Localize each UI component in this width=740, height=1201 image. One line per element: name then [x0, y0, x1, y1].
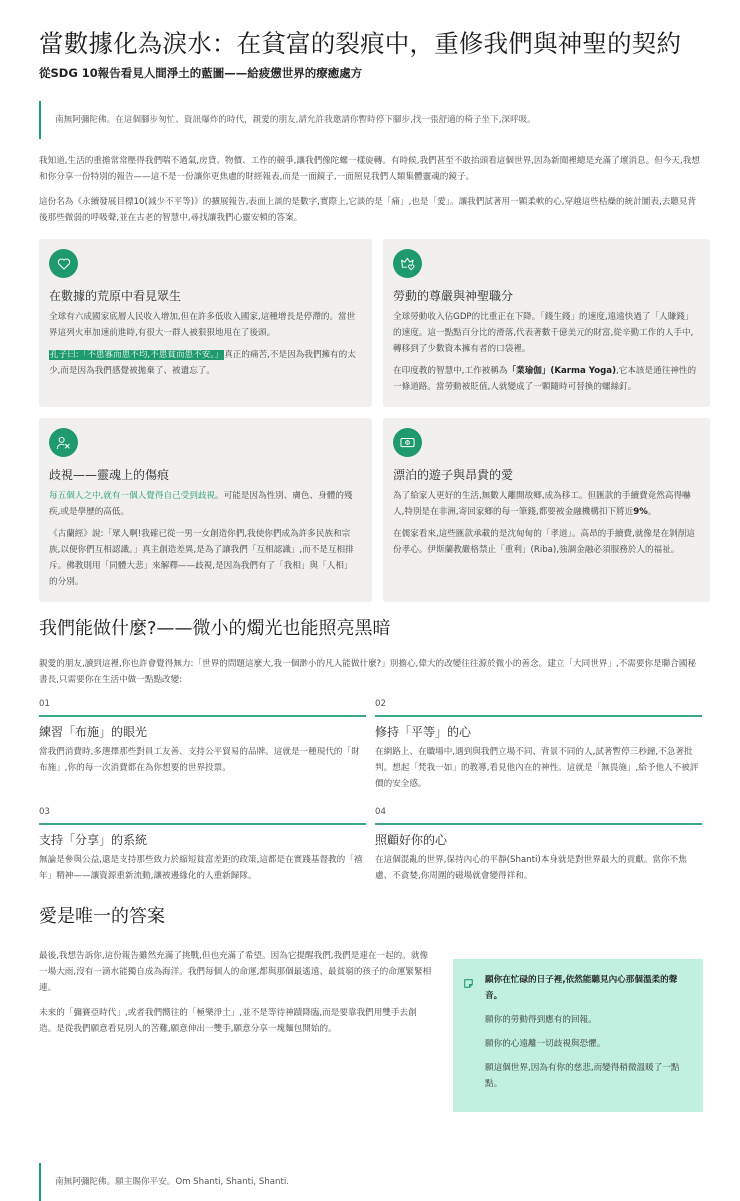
card-text: 每五個人之中,就有一個人覺得自己受到歧視。可能是因為性別、膚色、身體的殘疾,或是學歷的高低。 [49, 491, 353, 517]
card-discrimination [39, 418, 372, 602]
step-text: 在網路上、在職場中,遇到與我們立場不同、背景不同的人,試著暫停三秒鐘,不急著批判。想起「梵我一如」的教導,看見他內在的神性。這就是「無畏施」,給予他人不被評價的安全感。 [375, 747, 699, 789]
section-heading: 愛是唯一的答案 [39, 906, 165, 927]
action-steps [39, 698, 702, 884]
what-can-we-do-section [39, 616, 702, 884]
step-text: 在這個混亂的世界,保持內心的平靜(Shanti)本身就是對世界最大的貢獻。當你不焦慮、不貪婪,你周圍的磁場就會變得祥和。 [375, 855, 687, 881]
love-text [39, 948, 432, 1112]
love-section [39, 904, 702, 1112]
step-number: 01 [39, 698, 366, 717]
step-03 [39, 806, 366, 884]
card-text: 在儒家看來,這些匯款承載的是沈甸甸的「孝道」。高昂的手續費,就像是在剝削這份孝心。伊斯蘭教嚴格禁止「重利」(Riba),強調金融必須服務於人的福祉。 [393, 529, 695, 555]
highlighted-quote: 孔子曰:「不患寡而患不均,不患貧而患不安。」 [50, 350, 224, 360]
card-remittance [383, 418, 710, 602]
love-paragraph-1: 最後,我想告訴你,這份報告雖然充滿了挑戰,但也充滿了希望。因為它提醒我們,我們是連在一起的。就像一場大雨,沒有一滴水能獨自成為海洋。我們每個人的命運,都與那個最遙遠、最貧窮的孩子的命運緊緊相連。 [39, 951, 432, 993]
step-title: 照顧好你的心 [375, 833, 448, 847]
wishes-box [453, 959, 703, 1112]
step-02 [375, 698, 702, 792]
intro-paragraph-1: 我知道,生活的重擔常常壓得我們喘不過氣,房貸、物價、工作的競爭,讓我們像陀螺一樣旋轉。有時候,我們甚至不敢抬頭看這個世界,因為新聞裡總是充滿了壞消息。但今天,我想和你分享一份特別的報告——這不是一份讓你更焦慮的財經報表,而是一面鏡子,一面照見我們人類集體靈魂的鏡子。 [39, 156, 700, 182]
step-text: 無論是參與公益,還是支持那些致力於縮短貧富差距的政策,這都是在實踐基督教的「禧年」精神——讓資源重新流動,讓被邊緣化的人重新歸隊。 [39, 855, 363, 881]
love-paragraph-2: 未來的「彌賽亞時代」,或者我們嚮往的「極樂淨土」,並不是等待神蹟降臨,而是要靠我們用雙手去創造。是從我們願意看見別人的苦難,願意伸出一雙手,願意分享一塊麵包開始的。 [39, 1008, 417, 1034]
step-number: 02 [375, 698, 702, 717]
card-text: 孔子曰:「不患寡而患不均,不患貧而患不安。」真正的痛苦,不是因為我們擁有的太少,而是因為我們感覺被拋棄了、被遺忘了。 [49, 350, 356, 376]
bold-term: 「業瑜伽」(Karma Yoga) [507, 366, 617, 376]
bold-stat: 9% [633, 507, 648, 517]
crown-heart-icon [393, 249, 422, 278]
step-04 [375, 806, 702, 884]
highlighted-stat: 每五個人之中,就有一個人覺得自己受到歧視 [49, 491, 216, 501]
card-labor [383, 239, 710, 407]
wish-item: 願你的心遠離一切歧視與恐懼。 [485, 1039, 606, 1049]
step-title: 練習「布施」的眼光 [39, 725, 148, 739]
card-text: 為了給家人更好的生活,無數人離開故鄉,成為移工。但匯款的手續費竟然高得嚇人,特別是在非洲,寄回家鄉的每一筆錢,都要被金融機構扣下將近9%。 [393, 491, 691, 517]
note-icon [463, 974, 475, 1092]
heart-icon [49, 249, 78, 278]
card-text: 《古蘭經》說:「眾人啊!我確已從一男一女創造你們,我使你們成為許多民族和宗族,以便你們互相認識。」真主創造差異,是為了讓我們「互相認識」,而不是互相排斥。佛教則用「同體大悲」來解釋——歧視,是因為我們有了「我相」與「人相」的分別。 [49, 529, 354, 587]
step-title: 支持「分享」的系統 [39, 833, 148, 847]
step-title: 修持「平等」的心 [375, 725, 472, 739]
user-x-icon [49, 428, 78, 457]
card-text: 在印度教的智慧中,工作被稱為「業瑜伽」(Karma Yoga),它本該是通往神性的一條道路。當勞動被貶值,人就變成了一顆隨時可替換的螺絲釘。 [393, 366, 697, 392]
page-subtitle: 從SDG 10報告看見人間淨土的藍圖——給疲憊世界的療癒處方 [39, 66, 363, 80]
love-content [39, 948, 702, 1112]
wish-item: 願這個世界,因為有你的慈悲,而變得稍微溫暖了一點點。 [485, 1063, 680, 1089]
card-inequality [39, 239, 372, 407]
card-title: 在數據的荒原中看見眾生 [49, 289, 182, 303]
opening-quote: 南無阿彌陀佛。在這個腳步匆忙、資訊爆炸的時代，親愛的朋友,請允許我邀請你暫時停下腳步,找一張舒適的椅子坐下,深呼吸。 [39, 101, 702, 139]
step-text: 當我們消費時,多選擇那些對員工友善、支持公平貿易的品牌。這就是一種現代的「財布施」,你的每一次消費都在為你想要的世界投票。 [39, 747, 360, 773]
topic-cards [39, 239, 702, 602]
wishes-list [485, 972, 689, 1092]
card-title: 勞動的尊嚴與神聖職分 [393, 289, 514, 303]
banknote-icon [393, 428, 422, 457]
wish-item: 願你的勞動得到應有的回報。 [485, 1015, 597, 1025]
closing-quote: 南無阿彌陀佛。願主賜你平安。Om Shanti, Shanti, Shanti. [39, 1163, 702, 1201]
step-number: 03 [39, 806, 366, 825]
section-heading: 我們能做什麼?——微小的燭光也能照亮黑暗 [39, 618, 391, 639]
step-01 [39, 698, 366, 792]
wish-lead: 願你在忙碌的日子裡,依然能聽見內心那個溫柔的聲音。 [485, 975, 678, 1001]
page-title: 當數據化為淚水：在貧富的裂痕中，重修我們與神聖的契約 [39, 29, 682, 58]
card-title: 歧視——靈魂上的傷痕 [49, 468, 170, 482]
card-text: 全球有六成國家底層人民收入增加,但在許多低收入國家,這種增長是停滯的。當世界這列火車加速前進時,有很大一群人被狠狠地甩在了後頭。 [49, 312, 356, 338]
card-text: 全球勞動收入佔GDP的比重正在下降。「錢生錢」的速度,遠遠快過了「人賺錢」的速度。這一點點百分比的滑落,代表著數千億美元的財富,從辛勤工作的人手中,轉移到了少數資本擁有者的口袋裡。 [393, 312, 694, 354]
step-number: 04 [375, 806, 702, 825]
intro-paragraph-2: 這份名為《永續發展目標10(減少不平等)》的擴展報告,表面上談的是數字,實際上,它談的是「痛」,也是「愛」。讓我們試著用一顆柔軟的心,穿越這些枯燥的統計圖表,去聽見背後那些微弱的呼吸聲,並在古老的智慧中,尋找讓我們心靈安頓的答案。 [39, 197, 697, 223]
section-intro: 親愛的朋友,讀到這裡,你也許會覺得無力:「世界的問題這麼大,我一個渺小的凡人能做什麼?」別擔心,偉大的改變往往源於微小的善念。建立「大同世界」,不需要你是聯合國秘書長,只需要你在生活中做一點點改變: [39, 659, 697, 685]
card-title: 漂泊的遊子與昂貴的愛 [393, 468, 514, 482]
